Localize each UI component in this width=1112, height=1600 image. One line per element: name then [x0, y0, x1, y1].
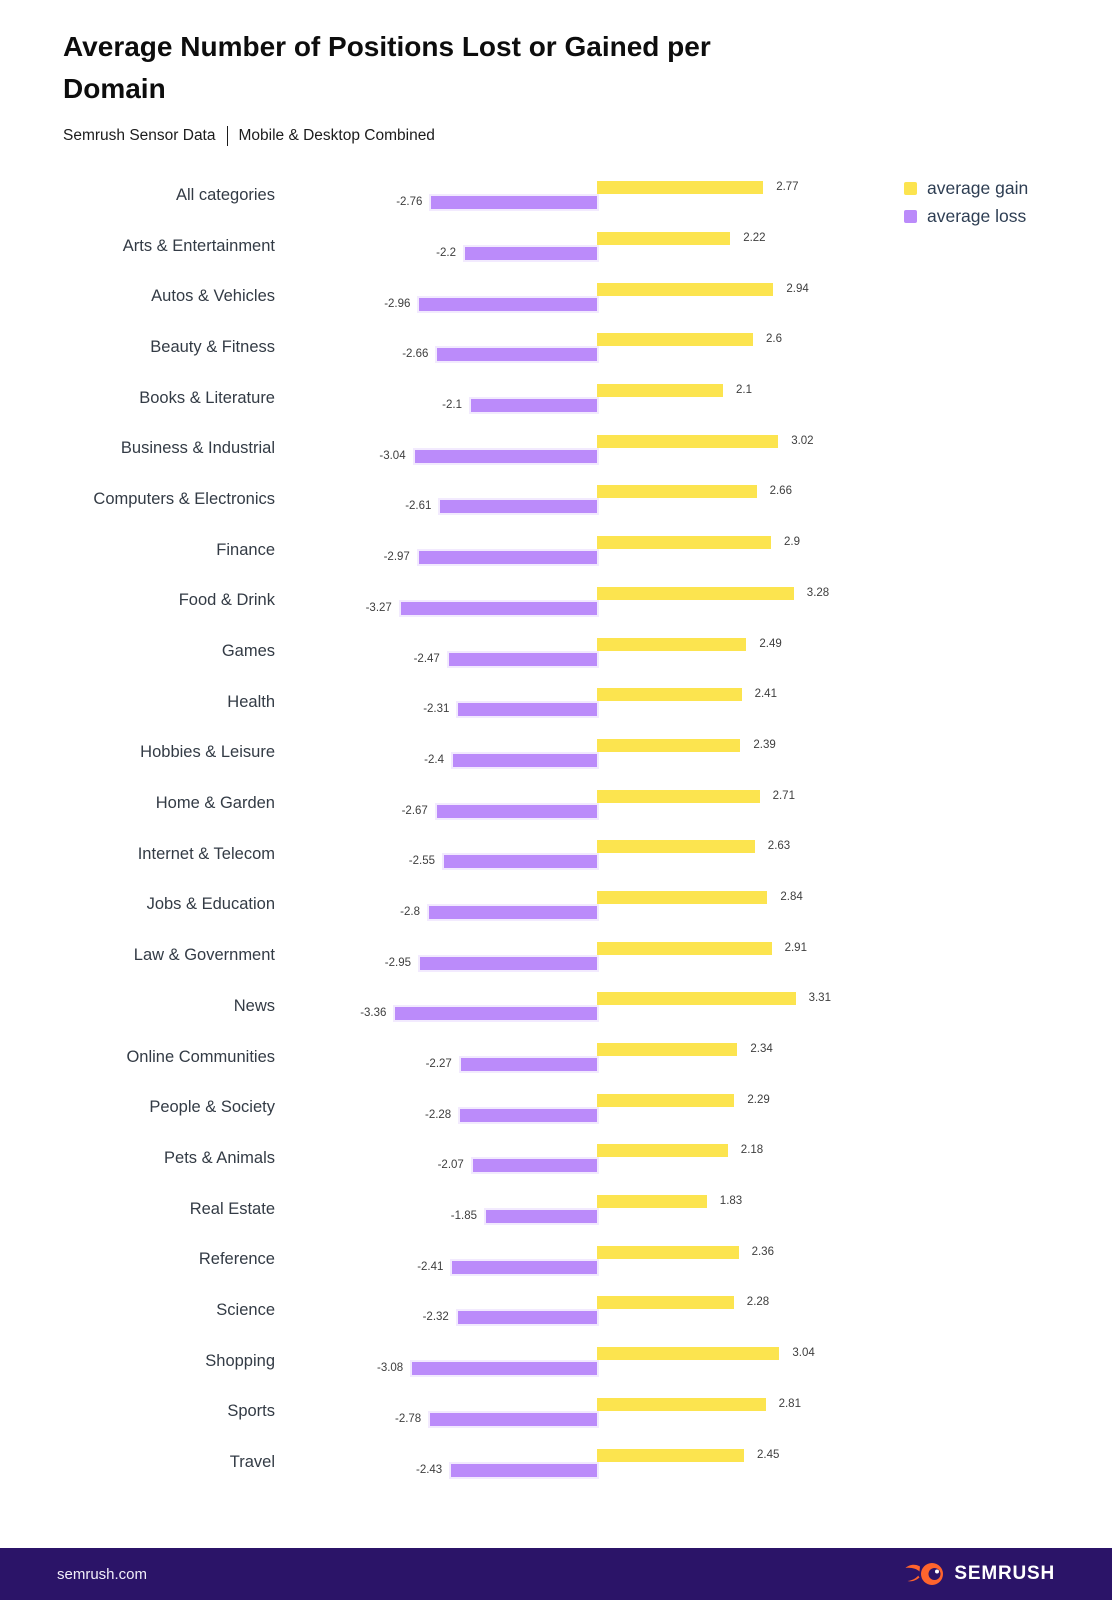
chart-row — [0, 322, 1112, 373]
gain-value-label: 2.81 — [778, 1397, 801, 1410]
gain-value-label: 3.28 — [806, 586, 830, 599]
category-label: Health — [227, 692, 275, 711]
gain-bar — [597, 384, 723, 397]
category-label: News — [233, 996, 275, 1015]
gain-value-label: 2.39 — [753, 738, 776, 751]
chart-row — [0, 1133, 1112, 1184]
loss-bar — [449, 653, 597, 666]
gain-bar — [597, 1144, 728, 1157]
loss-bar — [412, 1362, 597, 1375]
chart-row — [0, 525, 1112, 576]
gain-value-label: 2.29 — [747, 1093, 770, 1106]
loss-value-label: -2.41 — [417, 1260, 444, 1273]
loss-bar — [431, 196, 597, 209]
gain-bar — [597, 536, 771, 549]
gain-value-label: 2.1 — [736, 384, 752, 397]
loss-bar — [471, 399, 597, 412]
loss-value-label: -2.4 — [424, 753, 444, 766]
subtitle-divider — [227, 126, 228, 146]
loss-value-label: -3.04 — [379, 449, 406, 462]
loss-bar — [437, 348, 597, 361]
gain-value-label: 2.36 — [751, 1245, 774, 1258]
chart-row — [0, 930, 1112, 981]
loss-value-label: -2.66 — [402, 348, 429, 361]
category-label: Books & Literature — [139, 388, 275, 407]
gain-bar — [597, 790, 760, 803]
category-label: Games — [221, 642, 275, 661]
gain-bar — [597, 1398, 766, 1411]
category-label: Travel — [229, 1453, 275, 1472]
subtitle-scope: Mobile & Desktop Combined — [238, 127, 435, 144]
loss-value-label: -2.95 — [384, 956, 411, 969]
loss-value-label: -3.08 — [376, 1362, 404, 1375]
legend-gain-label: average gain — [927, 178, 1029, 198]
gain-bar — [597, 283, 773, 296]
gain-value-label: 3.02 — [791, 434, 814, 447]
chart-row — [0, 1184, 1112, 1235]
gain-bar — [597, 435, 778, 448]
category-label: Real Estate — [189, 1199, 275, 1218]
category-label: Business & Industrial — [120, 439, 275, 458]
category-label: Jobs & Education — [146, 895, 275, 914]
gain-bar — [597, 181, 763, 194]
gain-value-label: 2.91 — [784, 941, 807, 954]
gain-bar — [597, 1094, 734, 1107]
gain-value-label: 2.84 — [780, 890, 803, 903]
gain-value-label: 2.34 — [750, 1043, 773, 1056]
subtitle-source: Semrush Sensor Data — [63, 127, 216, 144]
chart-row — [0, 677, 1112, 728]
loss-bar — [465, 247, 597, 260]
loss-value-label: -2.43 — [415, 1463, 443, 1476]
loss-value-label: -3.36 — [360, 1007, 387, 1020]
loss-bar — [420, 957, 597, 970]
loss-bar — [419, 551, 597, 564]
gain-value-label: 3.31 — [808, 992, 831, 1005]
category-label: People & Society — [149, 1098, 275, 1117]
chart-row — [0, 1082, 1112, 1133]
loss-bar — [473, 1159, 597, 1172]
loss-value-label: -1.85 — [450, 1210, 477, 1223]
gain-bar — [597, 840, 755, 853]
gain-value-label: 2.18 — [740, 1144, 764, 1157]
loss-bar — [437, 805, 597, 818]
loss-value-label: -2.97 — [383, 551, 410, 564]
gain-bar — [597, 739, 740, 752]
loss-bar — [429, 906, 597, 919]
chart-area — [0, 170, 1112, 1488]
gain-bar — [597, 485, 757, 498]
loss-value-label: -2.07 — [437, 1159, 464, 1172]
category-label: Sports — [227, 1402, 275, 1421]
gain-value-label: 2.49 — [759, 637, 782, 650]
gain-value-label: 2.6 — [766, 333, 782, 346]
gain-bar — [597, 232, 730, 245]
category-label: Shopping — [205, 1351, 275, 1370]
gain-value-label: 2.77 — [776, 181, 799, 194]
gain-value-label: 1.83 — [719, 1195, 743, 1208]
gain-bar — [597, 638, 746, 651]
loss-bar — [453, 754, 597, 767]
chart-row — [0, 1234, 1112, 1285]
loss-bar — [452, 1261, 597, 1274]
gain-value-label: 3.04 — [792, 1347, 815, 1360]
loss-value-label: -2.28 — [424, 1108, 452, 1121]
footer-brand-name: SEMRUSH — [954, 1563, 1055, 1584]
gain-bar — [597, 1449, 744, 1462]
chart-row — [0, 1437, 1112, 1488]
gain-bar — [597, 942, 772, 955]
loss-bar — [460, 1109, 597, 1122]
category-label: Internet & Telecom — [137, 844, 275, 863]
chart-row — [0, 728, 1112, 779]
category-label: Food & Drink — [178, 591, 275, 610]
gain-value-label: 2.63 — [767, 840, 791, 853]
gain-bar — [597, 1347, 779, 1360]
loss-bar — [401, 602, 597, 615]
category-label: Computers & Electronics — [93, 489, 275, 508]
footer — [0, 1548, 1112, 1600]
chart-row — [0, 880, 1112, 931]
loss-value-label: -2.76 — [396, 196, 423, 209]
gain-bar — [597, 1043, 737, 1056]
loss-value-label: -2.31 — [423, 703, 450, 716]
loss-value-label: -2.8 — [400, 905, 420, 918]
gain-value-label: 2.71 — [772, 789, 795, 802]
chart-row — [0, 778, 1112, 829]
gain-value-label: 2.28 — [746, 1296, 770, 1309]
chart-row — [0, 576, 1112, 627]
category-label: Finance — [216, 540, 275, 559]
loss-value-label: -3.27 — [365, 601, 392, 614]
category-label: Science — [216, 1300, 275, 1319]
gain-bar — [597, 587, 794, 600]
chart-row — [0, 221, 1112, 272]
legend-loss-label: average loss — [927, 206, 1027, 226]
loss-bar — [430, 1413, 597, 1426]
loss-bar — [415, 450, 597, 463]
gain-bar — [597, 688, 742, 701]
loss-value-label: -2.61 — [405, 500, 432, 513]
gain-bar — [597, 992, 796, 1005]
page-subtitle — [63, 126, 435, 146]
loss-bar — [440, 500, 597, 513]
loss-value-label: -2.67 — [401, 804, 428, 817]
gain-bar — [597, 891, 767, 904]
chart-row — [0, 981, 1112, 1032]
category-label: Home & Garden — [155, 794, 275, 813]
gain-value-label: 2.9 — [784, 536, 800, 549]
gain-value-label: 2.45 — [757, 1448, 780, 1461]
chart-row — [0, 373, 1112, 424]
chart-row — [0, 423, 1112, 474]
loss-value-label: -2.32 — [422, 1311, 449, 1324]
loss-value-label: -2.1 — [442, 399, 462, 412]
loss-bar — [451, 1464, 597, 1477]
semrush-logo-icon — [904, 1560, 946, 1588]
chart-row — [0, 170, 1112, 221]
gain-value-label: 2.66 — [769, 485, 792, 498]
chart-row — [0, 1032, 1112, 1083]
gain-value-label: 2.41 — [754, 688, 777, 701]
chart-row — [0, 829, 1112, 880]
category-label: Reference — [198, 1250, 275, 1269]
footer-site-url: semrush.com — [57, 1565, 148, 1583]
gain-bar — [597, 333, 753, 346]
gain-value-label: 2.94 — [786, 282, 809, 295]
loss-bar — [419, 298, 597, 311]
loss-bar — [461, 1058, 597, 1071]
gain-bar — [597, 1246, 739, 1259]
loss-value-label: -2.96 — [384, 297, 411, 310]
loss-value-label: -2.55 — [408, 855, 435, 868]
chart-row — [0, 626, 1112, 677]
loss-value-label: -2.78 — [394, 1412, 422, 1425]
category-label: Beauty & Fitness — [150, 337, 275, 356]
chart-row — [0, 1285, 1112, 1336]
footer-brand — [904, 1560, 1055, 1588]
gain-bar — [597, 1195, 707, 1208]
loss-bar — [458, 703, 597, 716]
loss-value-label: -2.47 — [413, 652, 440, 665]
category-label: Law & Government — [133, 946, 275, 965]
category-label: All categories — [175, 185, 275, 204]
chart-row — [0, 1387, 1112, 1438]
category-label: Hobbies & Leisure — [140, 743, 275, 762]
category-label: Pets & Animals — [164, 1148, 275, 1167]
loss-bar — [458, 1311, 597, 1324]
chart-row — [0, 474, 1112, 525]
gain-bar — [597, 1296, 734, 1309]
loss-bar — [444, 855, 597, 868]
gain-value-label: 2.22 — [743, 232, 766, 245]
loss-bar — [395, 1007, 597, 1020]
chart-row — [0, 271, 1112, 322]
loss-value-label: -2.27 — [425, 1058, 452, 1071]
category-label: Online Communities — [126, 1047, 275, 1066]
loss-bar — [486, 1210, 597, 1223]
category-label: Autos & Vehicles — [151, 287, 275, 306]
chart-row — [0, 1336, 1112, 1387]
page-title: Average Number of Positions Lost or Gained per Domain — [63, 31, 711, 104]
category-label: Arts & Entertainment — [122, 236, 275, 255]
loss-value-label: -2.2 — [436, 247, 456, 260]
